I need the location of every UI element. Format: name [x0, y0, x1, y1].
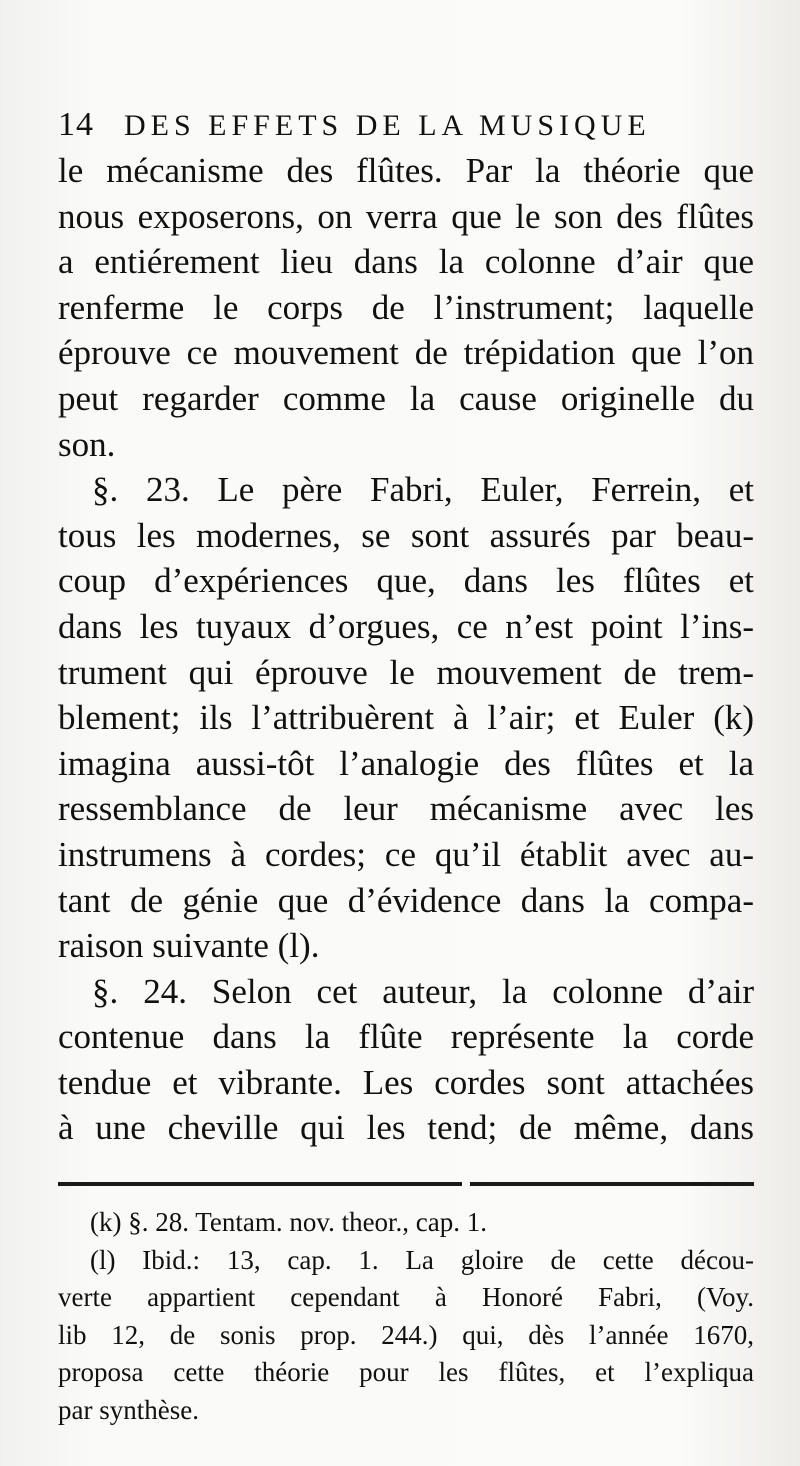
running-title: DES EFFETS DE LA MUSIQUE: [124, 109, 651, 142]
text-line: raison suivante (l).: [58, 926, 320, 966]
footnote-line: lib 12, de sonis prop. 244.) qui, dès l’année 1670,: [58, 1319, 754, 1350]
footnote-line: verte appartient cependant à Honoré Fabri, (Voy.: [58, 1282, 754, 1313]
section-24-start: §. 24. Selon cet auteur, la colonne d’air: [92, 971, 754, 1011]
text-line: contenue dans la flûte représente la corde: [58, 1017, 754, 1057]
text-line: le mécanisme des flûtes. Par la théorie que: [58, 151, 754, 190]
footnote-line: proposa cette théorie pour les flûtes, et l’expliqua: [58, 1357, 754, 1388]
text-line: ressemblance de leur mécanisme avec les: [58, 789, 754, 829]
text-line: blement; ils l’attribuèrent à l’air; et Euler (k): [58, 698, 754, 738]
text-line: a entiérement lieu dans la colonne d’air que: [58, 242, 754, 282]
text-line: renferme le corps de l’instrument; laquelle: [58, 287, 754, 327]
page-number: 14: [58, 106, 94, 143]
running-header: [58, 106, 758, 144]
footnote-l: (l) Ibid.: 13, cap. 1. La gloire de cette décou-: [90, 1244, 754, 1275]
footnote-line: par synthèse.: [58, 1394, 199, 1425]
text-line: nous exposerons, on verra que le son des flûtes: [58, 196, 754, 236]
footnote-k: (k) §. 28. Tentam. nov. theor., cap. 1.: [90, 1207, 488, 1237]
section-23-start: §. 23. Le père Fabri, Euler, Ferrein, et: [92, 470, 754, 510]
text-line: tant de génie que d’évidence dans la compa-: [58, 880, 754, 920]
text-line: tendue et vibrante. Les cordes sont attachées: [58, 1062, 754, 1102]
footnotes: [58, 1204, 754, 1430]
text-line: instrumens à cordes; ce qu’il établit avec au-: [58, 834, 754, 874]
text-line: éprouve ce mouvement de trépidation que l’on: [58, 333, 754, 373]
text-line: peut regarder comme la cause originelle du: [58, 378, 754, 418]
text-line: dans les tuyaux d’orgues, ce n’est point l’ins-: [58, 606, 754, 646]
text-line: trument qui éprouve le mouvement de trem-: [58, 652, 754, 692]
main-text: [58, 148, 754, 1151]
footnote-rule: [58, 1182, 754, 1186]
text-line: coup d’expériences que, dans les flûtes et: [58, 561, 754, 601]
text-line: tous les modernes, se sont assurés par beau-: [58, 515, 754, 555]
text-line: à une cheville qui les tend; de même, dans: [58, 1108, 754, 1148]
text-line: imagina aussi-tôt l’analogie des flûtes et la: [58, 743, 754, 783]
text-line: son.: [58, 424, 116, 464]
